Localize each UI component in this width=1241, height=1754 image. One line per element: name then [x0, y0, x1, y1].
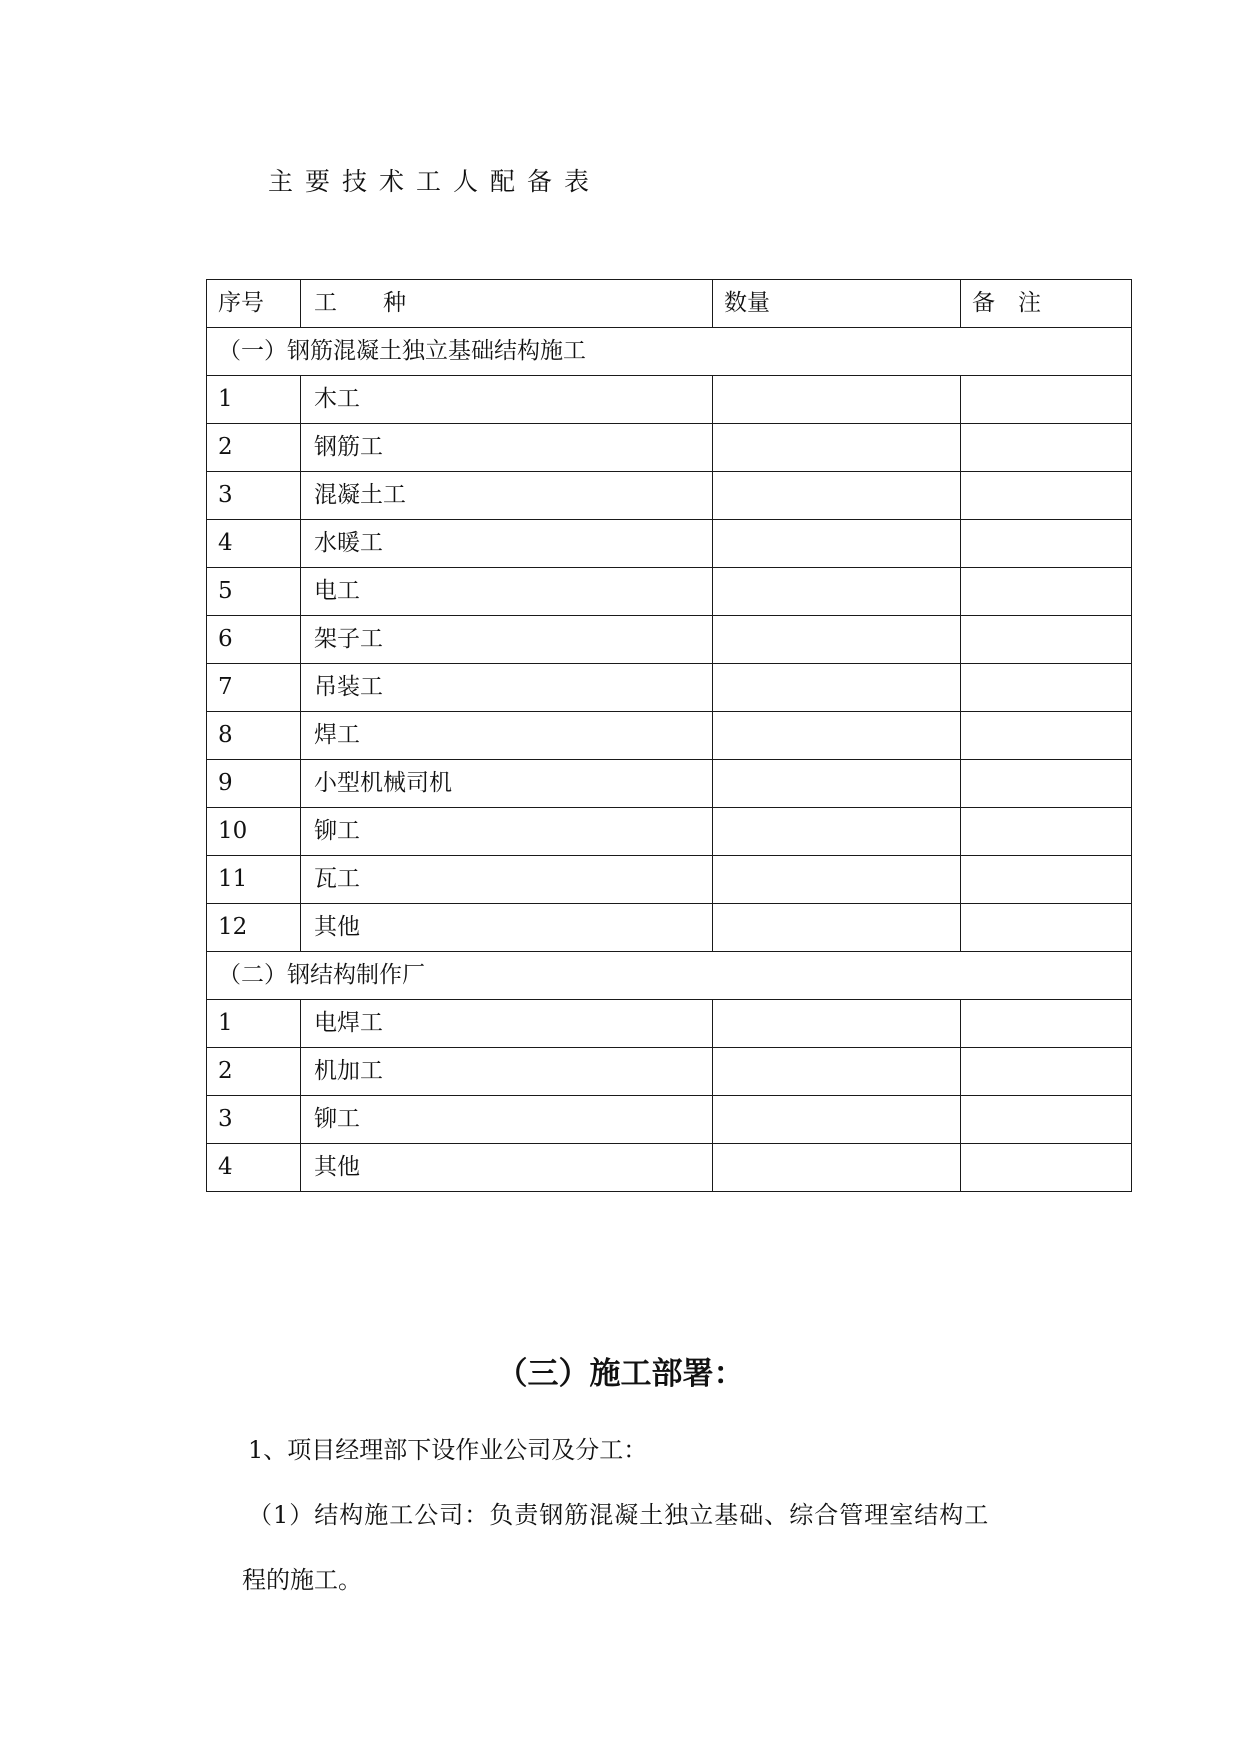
row-number: 6 — [207, 616, 301, 664]
remark-cell — [961, 520, 1132, 568]
table-row — [207, 616, 1132, 664]
quantity-cell — [713, 1048, 961, 1096]
header-remark: 备 注 — [961, 280, 1132, 328]
quantity-cell — [713, 856, 961, 904]
header-no: 序号 — [207, 280, 301, 328]
table-row — [207, 1048, 1132, 1096]
row-number: 2 — [207, 1048, 301, 1096]
staff-table — [206, 279, 1132, 1192]
section-row — [207, 328, 1132, 376]
quantity-cell — [713, 712, 961, 760]
remark-cell — [961, 1048, 1132, 1096]
row-number: 7 — [207, 664, 301, 712]
staff-table-body — [207, 280, 1132, 1192]
table-title: 主要技术工人配备表 — [268, 167, 602, 196]
section-row — [207, 952, 1132, 1000]
trade-name: 木工 — [301, 376, 713, 424]
trade-name: 瓦工 — [301, 856, 713, 904]
table-row — [207, 712, 1132, 760]
row-number: 3 — [207, 472, 301, 520]
remark-cell — [961, 808, 1132, 856]
remark-cell — [961, 616, 1132, 664]
trade-name: 其他 — [301, 1144, 713, 1192]
quantity-cell — [713, 904, 961, 952]
remark-cell — [961, 424, 1132, 472]
table-row — [207, 568, 1132, 616]
trade-name: 机加工 — [301, 1048, 713, 1096]
paragraph-3: 程的施工。 — [242, 1566, 362, 1594]
quantity-cell — [713, 616, 961, 664]
section-title: （二）钢结构制作厂 — [207, 952, 1132, 1000]
header-qty: 数量 — [713, 280, 961, 328]
table-row — [207, 856, 1132, 904]
trade-name: 混凝土工 — [301, 472, 713, 520]
quantity-cell — [713, 376, 961, 424]
quantity-cell — [713, 808, 961, 856]
row-number: 1 — [207, 376, 301, 424]
remark-cell — [961, 1000, 1132, 1048]
row-number: 3 — [207, 1096, 301, 1144]
row-number: 12 — [207, 904, 301, 952]
remark-cell — [961, 856, 1132, 904]
quantity-cell — [713, 760, 961, 808]
trade-name: 吊装工 — [301, 664, 713, 712]
quantity-cell — [713, 568, 961, 616]
remark-cell — [961, 712, 1132, 760]
row-number: 11 — [207, 856, 301, 904]
table-row — [207, 760, 1132, 808]
trade-name: 铆工 — [301, 808, 713, 856]
table-row — [207, 904, 1132, 952]
remark-cell — [961, 1144, 1132, 1192]
paragraph-2: （1）结构施工公司：负责钢筋混凝土独立基础、综合管理室结构工 — [248, 1501, 990, 1529]
trade-name: 电工 — [301, 568, 713, 616]
row-number: 10 — [207, 808, 301, 856]
table-row — [207, 1144, 1132, 1192]
trade-name: 架子工 — [301, 616, 713, 664]
quantity-cell — [713, 1096, 961, 1144]
row-number: 8 — [207, 712, 301, 760]
table-row — [207, 520, 1132, 568]
table-row — [207, 424, 1132, 472]
remark-cell — [961, 376, 1132, 424]
trade-name: 电焊工 — [301, 1000, 713, 1048]
row-number: 2 — [207, 424, 301, 472]
row-number: 1 — [207, 1000, 301, 1048]
header-trade: 工 种 — [301, 280, 713, 328]
table-header-row — [207, 280, 1132, 328]
quantity-cell — [713, 520, 961, 568]
remark-cell — [961, 472, 1132, 520]
trade-name: 焊工 — [301, 712, 713, 760]
quantity-cell — [713, 1000, 961, 1048]
section-title: （一）钢筋混凝土独立基础结构施工 — [207, 328, 1132, 376]
row-number: 4 — [207, 1144, 301, 1192]
row-number: 9 — [207, 760, 301, 808]
quantity-cell — [713, 664, 961, 712]
table-row — [207, 376, 1132, 424]
table-row — [207, 1000, 1132, 1048]
remark-cell — [961, 760, 1132, 808]
trade-name: 钢筋工 — [301, 424, 713, 472]
table-row — [207, 808, 1132, 856]
trade-name: 小型机械司机 — [301, 760, 713, 808]
quantity-cell — [713, 472, 961, 520]
remark-cell — [961, 1096, 1132, 1144]
trade-name: 铆工 — [301, 1096, 713, 1144]
table-row — [207, 1096, 1132, 1144]
paragraph-1: 1、项目经理部下设作业公司及分工： — [248, 1436, 648, 1464]
quantity-cell — [713, 1144, 961, 1192]
remark-cell — [961, 904, 1132, 952]
remark-cell — [961, 664, 1132, 712]
remark-cell — [961, 568, 1132, 616]
trade-name: 其他 — [301, 904, 713, 952]
table-row — [207, 664, 1132, 712]
section-heading: （三）施工部署： — [496, 1356, 745, 1392]
row-number: 5 — [207, 568, 301, 616]
quantity-cell — [713, 424, 961, 472]
trade-name: 水暖工 — [301, 520, 713, 568]
table-row — [207, 472, 1132, 520]
row-number: 4 — [207, 520, 301, 568]
